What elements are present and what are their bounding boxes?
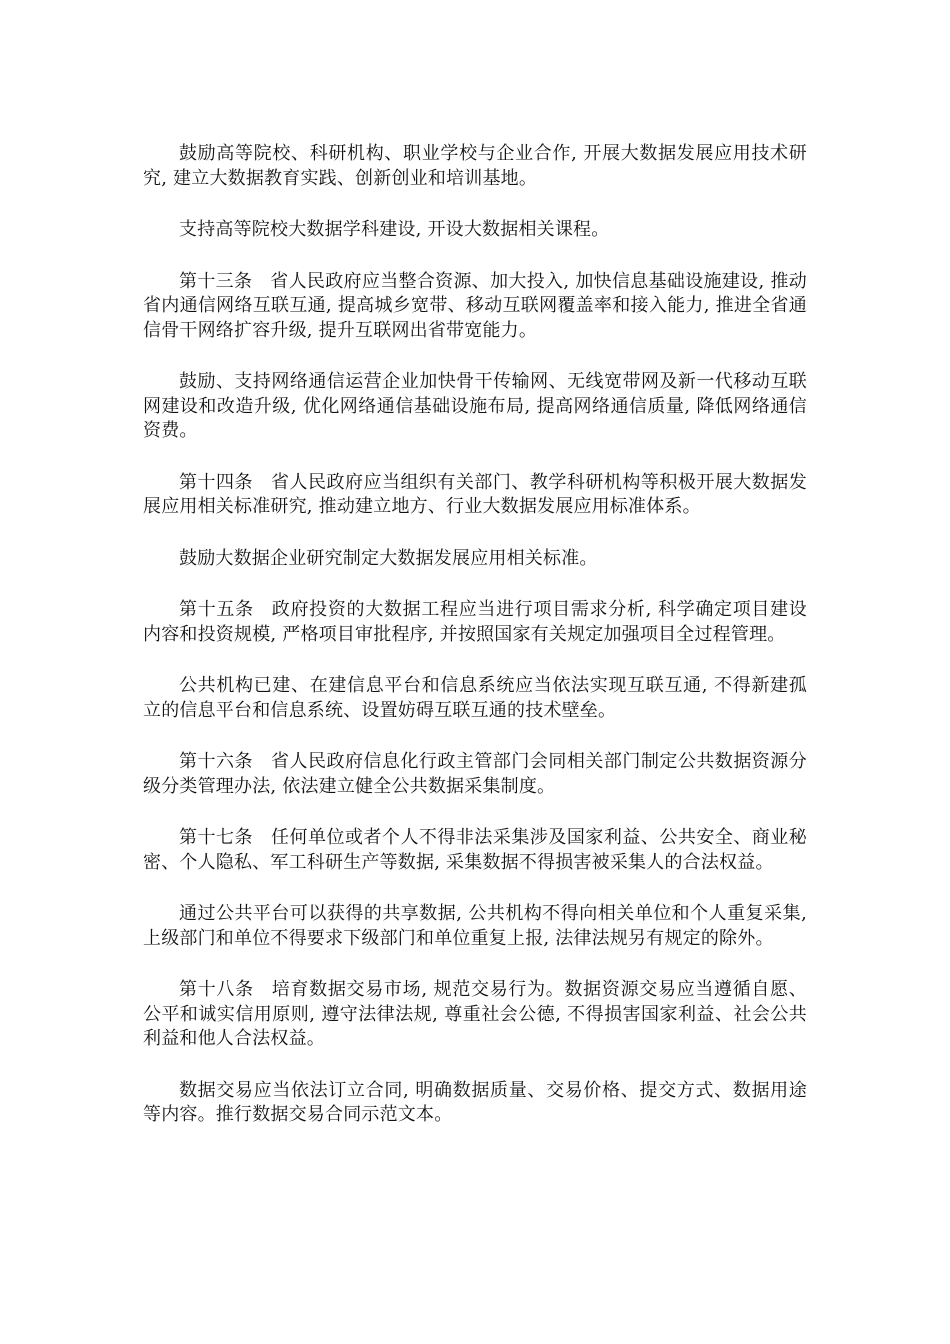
paragraph-text: 鼓励高等院校、科研机构、职业学校与企业合作, 开展大数据发展应用技术研究, 建立大数据教育实践、创新创业和培训基地。 [143,143,807,189]
paragraph [143,370,807,444]
paragraph-text: 培育数据交易市场, 规范交易行为。数据资源交易应当遵循自愿、公平和诚实信用原则, 遵守法律法规, 尊重社会公德, 不得损害国家利益、社会公共利益和他人合法权益。 [143,979,807,1049]
paragraph [143,674,807,723]
paragraph [143,471,807,520]
paragraph-text: 省人民政府应当组织有关部门、教学科研机构等积极开展大数据发展应用相关标准研究, 推动建立地方、行业大数据发展应用标准体系。 [143,471,807,517]
article-number: 第十三条 [179,270,253,292]
article-number: 第十六条 [179,751,253,772]
paragraph-text: 政府投资的大数据工程应当进行项目需求分析, 科学确定项目建设内容和投资规模, 严格项目审批程序, 并按照国家有关规定加强项目全过程管理。 [143,599,807,645]
paragraph [143,270,807,344]
paragraph-text: 公共机构已建、在建信息平台和信息系统应当依法实现互联互通, 不得新建孤立的信息平台和信息系统、设置妨碍互联互通的技术壁垒。 [143,675,807,721]
paragraph [143,750,807,799]
paragraph [143,598,807,647]
article-number: 第十五条 [179,599,254,620]
paragraph-text: 鼓励大数据企业研究制定大数据发展应用相关标准。 [179,547,598,569]
paragraph [143,142,807,191]
paragraph-text: 任何单位或者个人不得非法采集涉及国家利益、公共安全、商业秘密、个人隐私、军工科研生产等数据, 采集数据不得损害被采集人的合法权益。 [143,827,807,873]
paragraph-text: 省人民政府信息化行政主管部门会同相关部门制定公共数据资源分级分类管理办法, 依法建立健全公共数据采集制度。 [143,751,807,797]
paragraph [143,1079,807,1128]
article-number: 第十四条 [179,471,253,493]
paragraph-text: 通过公共平台可以获得的共享数据, 公共机构不得向相关单位和个人重复采集, 上级部门和单位不得要求下级部门和单位重复上报, 法律法规另有规定的除外。 [143,903,807,949]
paragraph-text: 数据交易应当依法订立合同, 明确数据质量、交易价格、提交方式、数据用途等内容。推行数据交易合同示范文本。 [143,1079,807,1125]
article-number: 第十八条 [179,979,254,1000]
paragraph [143,902,807,951]
paragraph-text: 支持高等院校大数据学科建设, 开设大数据相关课程。 [179,219,610,240]
paragraph [143,978,807,1052]
paragraph [143,826,807,875]
paragraph-text: 省人民政府应当整合资源、加大投入, 加快信息基础设施建设, 推动省内通信网络互联互通, 提高城乡宽带、移动互联网覆盖率和接入能力, 推进全省通信骨干网络扩容升级, 提升互联网出省带宽能力。 [143,270,807,341]
paragraph-text: 鼓励、支持网络通信运营企业加快骨干传输网、无线宽带网及新一代移动互联网建设和改造升级, 优化网络通信基础设施布局, 提高网络通信质量, 降低网络通信资费。 [143,371,807,441]
document-body [143,142,807,1155]
article-number: 第十七条 [179,827,253,848]
paragraph [143,547,807,572]
paragraph [143,218,807,243]
